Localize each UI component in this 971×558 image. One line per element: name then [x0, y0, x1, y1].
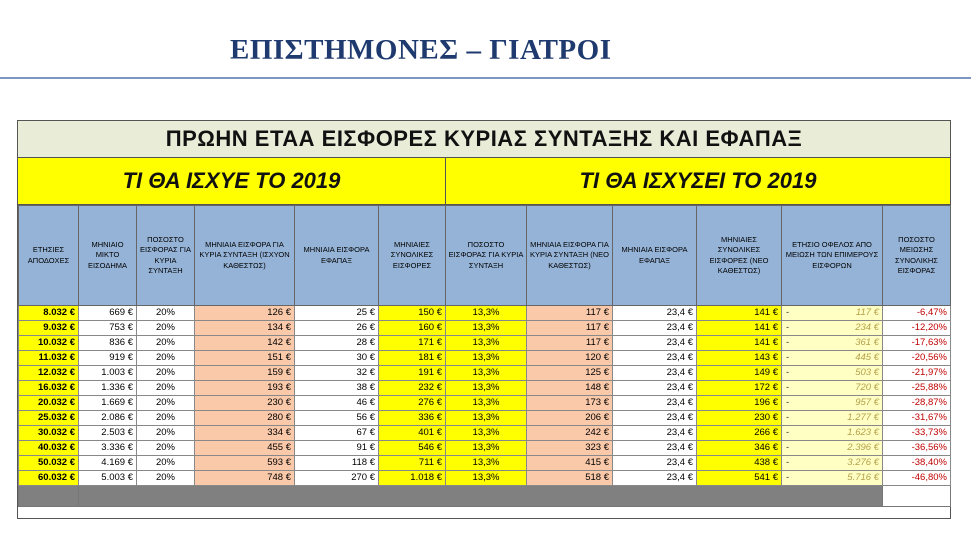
- table-footer-row: [19, 486, 951, 507]
- section-old-regime: ΤΙ ΘΑ ΙΣΧΥΕ ΤΟ 2019: [18, 158, 446, 204]
- old-main-contribution-cell: 748 €: [195, 471, 295, 486]
- annual-benefit-cell: [782, 381, 883, 396]
- old-lump-sum-cell: 28 €: [295, 336, 379, 351]
- old-total-cell: 150 €: [379, 306, 446, 321]
- table-row: [19, 426, 951, 441]
- benefit-dash: -: [786, 397, 790, 408]
- benefit-dash: -: [786, 337, 790, 348]
- benefit-value: 3.276 €: [847, 457, 879, 468]
- old-rate-cell: 20%: [137, 396, 195, 411]
- table-row: [19, 471, 951, 486]
- new-main-contribution-cell: 117 €: [527, 306, 613, 321]
- header-annual-benefit: ΕΤΗΣΙΟ ΟΦΕΛΟΣ ΑΠΟ ΜΕΙΩΣΗ ΤΩΝ ΕΠΙΜΕΡΟΥΣ ΕΙΣΦΟΡΩΝ: [782, 206, 883, 306]
- table-row: [19, 366, 951, 381]
- benefit-value: 445 €: [855, 352, 879, 363]
- new-rate-cell: 13,3%: [446, 426, 527, 441]
- old-lump-sum-cell: 118 €: [295, 456, 379, 471]
- table-row: [19, 336, 951, 351]
- annual-benefit-cell: [782, 306, 883, 321]
- new-main-contribution-cell: 323 €: [527, 441, 613, 456]
- new-lump-sum-cell: 23,4 €: [613, 321, 697, 336]
- new-rate-cell: 13,3%: [446, 381, 527, 396]
- old-main-contribution-cell: 151 €: [195, 351, 295, 366]
- new-lump-sum-cell: 23,4 €: [613, 366, 697, 381]
- benefit-value: 503 €: [855, 367, 879, 378]
- new-total-cell: 172 €: [697, 381, 782, 396]
- old-total-cell: 546 €: [379, 441, 446, 456]
- old-rate-cell: 20%: [137, 411, 195, 426]
- benefit-dash: -: [786, 307, 790, 318]
- title-divider: [0, 77, 971, 79]
- old-main-contribution-cell: 334 €: [195, 426, 295, 441]
- header-monthly-gross: ΜΗΝΙΑΙΟ ΜΙΚΤΟ ΕΙΣΟΔΗΜΑ: [79, 206, 137, 306]
- new-lump-sum-cell: 23,4 €: [613, 441, 697, 456]
- new-rate-cell: 13,3%: [446, 456, 527, 471]
- table-banner: ΠΡΩΗΝ ΕΤΑΑ ΕΙΣΦΟΡΕΣ ΚΥΡΙΑΣ ΣΥΝΤΑΞΗΣ ΚΑΙ ΕΦΑΠΑΞ: [18, 121, 950, 158]
- old-total-cell: 711 €: [379, 456, 446, 471]
- new-rate-cell: 13,3%: [446, 471, 527, 486]
- new-total-cell: 346 €: [697, 441, 782, 456]
- old-main-contribution-cell: 134 €: [195, 321, 295, 336]
- old-total-cell: 181 €: [379, 351, 446, 366]
- header-old-main-contribution: ΜΗΝΙΑΙΑ ΕΙΣΦΟΡΑ ΓΙΑ ΚΥΡΙΑ ΣΥΝΤΑΞΗ (ΙΣΧΥΟΝ ΚΑΘΕΣΤΩΣ): [195, 206, 295, 306]
- annual-income-cell: 30.032 €: [19, 426, 79, 441]
- old-lump-sum-cell: 32 €: [295, 366, 379, 381]
- monthly-gross-cell: 5.003 €: [79, 471, 137, 486]
- monthly-gross-cell: 3.336 €: [79, 441, 137, 456]
- benefit-dash: -: [786, 442, 790, 453]
- annual-income-cell: 16.032 €: [19, 381, 79, 396]
- old-rate-cell: 20%: [137, 336, 195, 351]
- old-lump-sum-cell: 30 €: [295, 351, 379, 366]
- header-old-total: ΜΗΝΙΑΙΕΣ ΣΥΝΟΛΙΚΕΣ ΕΙΣΦΟΡΕΣ: [379, 206, 446, 306]
- reduction-percent-cell: -21,97%: [883, 366, 951, 381]
- new-main-contribution-cell: 117 €: [527, 336, 613, 351]
- benefit-value: 1.623 €: [847, 427, 879, 438]
- monthly-gross-cell: 1.003 €: [79, 366, 137, 381]
- benefit-dash: -: [786, 472, 790, 483]
- page-title: ΕΠΙΣΤΗΜΟΝΕΣ – ΓΙΑΤΡΟΙ: [230, 34, 612, 66]
- contribution-table: [18, 205, 951, 507]
- benefit-value: 957 €: [855, 397, 879, 408]
- table-row: [19, 441, 951, 456]
- column-header-row: [19, 206, 951, 306]
- new-rate-cell: 13,3%: [446, 366, 527, 381]
- old-total-cell: 160 €: [379, 321, 446, 336]
- reduction-percent-cell: -25,88%: [883, 381, 951, 396]
- new-lump-sum-cell: 23,4 €: [613, 426, 697, 441]
- benefit-dash: -: [786, 427, 790, 438]
- new-main-contribution-cell: 173 €: [527, 396, 613, 411]
- old-main-contribution-cell: 280 €: [195, 411, 295, 426]
- new-main-contribution-cell: 125 €: [527, 366, 613, 381]
- table-row: [19, 306, 951, 321]
- table-row: [19, 351, 951, 366]
- new-main-contribution-cell: 148 €: [527, 381, 613, 396]
- new-total-cell: 149 €: [697, 366, 782, 381]
- benefit-value: 117 €: [855, 307, 879, 318]
- new-lump-sum-cell: 23,4 €: [613, 396, 697, 411]
- old-rate-cell: 20%: [137, 381, 195, 396]
- old-rate-cell: 20%: [137, 321, 195, 336]
- new-lump-sum-cell: 23,4 €: [613, 471, 697, 486]
- new-rate-cell: 13,3%: [446, 306, 527, 321]
- annual-income-cell: 50.032 €: [19, 456, 79, 471]
- benefit-dash: -: [786, 457, 790, 468]
- new-rate-cell: 13,3%: [446, 396, 527, 411]
- monthly-gross-cell: 836 €: [79, 336, 137, 351]
- annual-benefit-cell: [782, 441, 883, 456]
- benefit-dash: -: [786, 382, 790, 393]
- annual-income-cell: 11.032 €: [19, 351, 79, 366]
- reduction-percent-cell: -33,73%: [883, 426, 951, 441]
- new-lump-sum-cell: 23,4 €: [613, 456, 697, 471]
- benefit-value: 2.396 €: [847, 442, 879, 453]
- old-lump-sum-cell: 67 €: [295, 426, 379, 441]
- new-lump-sum-cell: 23,4 €: [613, 381, 697, 396]
- old-total-cell: 171 €: [379, 336, 446, 351]
- old-lump-sum-cell: 56 €: [295, 411, 379, 426]
- old-lump-sum-cell: 270 €: [295, 471, 379, 486]
- footer-cell: [19, 486, 79, 507]
- reduction-percent-cell: -6,47%: [883, 306, 951, 321]
- old-rate-cell: 20%: [137, 306, 195, 321]
- old-main-contribution-cell: 455 €: [195, 441, 295, 456]
- benefit-value: 1.277 €: [847, 412, 879, 423]
- new-total-cell: 438 €: [697, 456, 782, 471]
- new-main-contribution-cell: 117 €: [527, 321, 613, 336]
- annual-income-cell: 25.032 €: [19, 411, 79, 426]
- benefit-value: 5.716 €: [847, 472, 879, 483]
- header-new-rate: ΠΟΣΟΣΤΟ ΕΙΣΦΟΡΑΣ ΓΙΑ ΚΥΡΙΑ ΣΥΝΤΑΞΗ: [446, 206, 527, 306]
- annual-income-cell: 8.032 €: [19, 306, 79, 321]
- new-total-cell: 141 €: [697, 336, 782, 351]
- monthly-gross-cell: 1.669 €: [79, 396, 137, 411]
- footer-cell: [883, 486, 951, 507]
- benefit-dash: -: [786, 322, 790, 333]
- old-rate-cell: 20%: [137, 351, 195, 366]
- monthly-gross-cell: 2.086 €: [79, 411, 137, 426]
- new-rate-cell: 13,3%: [446, 351, 527, 366]
- footer-cell: [79, 486, 883, 507]
- new-main-contribution-cell: 415 €: [527, 456, 613, 471]
- benefit-dash: -: [786, 367, 790, 378]
- reduction-percent-cell: -12,20%: [883, 321, 951, 336]
- new-rate-cell: 13,3%: [446, 411, 527, 426]
- annual-income-cell: 9.032 €: [19, 321, 79, 336]
- annual-income-cell: 12.032 €: [19, 366, 79, 381]
- old-main-contribution-cell: 593 €: [195, 456, 295, 471]
- benefit-value: 720 €: [855, 382, 879, 393]
- new-total-cell: 230 €: [697, 411, 782, 426]
- new-main-contribution-cell: 206 €: [527, 411, 613, 426]
- annual-benefit-cell: [782, 411, 883, 426]
- new-main-contribution-cell: 518 €: [527, 471, 613, 486]
- table-row: [19, 321, 951, 336]
- new-total-cell: 266 €: [697, 426, 782, 441]
- old-main-contribution-cell: 193 €: [195, 381, 295, 396]
- header-annual-income: ΕΤΗΣΙΕΣ ΑΠΟΔΟΧΕΣ: [19, 206, 79, 306]
- annual-benefit-cell: [782, 351, 883, 366]
- annual-benefit-cell: [782, 396, 883, 411]
- old-total-cell: 336 €: [379, 411, 446, 426]
- header-new-lump-sum: ΜΗΝΙΑΙΑ ΕΙΣΦΟΡΑ ΕΦΑΠΑΞ: [613, 206, 697, 306]
- benefit-value: 234 €: [855, 322, 879, 333]
- old-total-cell: 191 €: [379, 366, 446, 381]
- new-total-cell: 141 €: [697, 321, 782, 336]
- annual-benefit-cell: [782, 336, 883, 351]
- old-total-cell: 276 €: [379, 396, 446, 411]
- new-total-cell: 196 €: [697, 396, 782, 411]
- monthly-gross-cell: 2.503 €: [79, 426, 137, 441]
- monthly-gross-cell: 1.336 €: [79, 381, 137, 396]
- new-main-contribution-cell: 242 €: [527, 426, 613, 441]
- old-rate-cell: 20%: [137, 456, 195, 471]
- new-lump-sum-cell: 23,4 €: [613, 336, 697, 351]
- old-rate-cell: 20%: [137, 471, 195, 486]
- old-total-cell: 401 €: [379, 426, 446, 441]
- monthly-gross-cell: 753 €: [79, 321, 137, 336]
- new-total-cell: 141 €: [697, 306, 782, 321]
- table-row: [19, 381, 951, 396]
- reduction-percent-cell: -31,67%: [883, 411, 951, 426]
- annual-income-cell: 10.032 €: [19, 336, 79, 351]
- section-new-regime: ΤΙ ΘΑ ΙΣΧΥΣΕΙ ΤΟ 2019: [446, 158, 950, 204]
- benefit-dash: -: [786, 352, 790, 363]
- table-row: [19, 411, 951, 426]
- annual-income-cell: 60.032 €: [19, 471, 79, 486]
- reduction-percent-cell: -20,56%: [883, 351, 951, 366]
- table-body: [19, 306, 951, 486]
- reduction-percent-cell: -28,87%: [883, 396, 951, 411]
- header-reduction-percent: ΠΟΣΟΣΤΟ ΜΕΙΩΣΗΣ ΣΥΝΟΛΙΚΗΣ ΕΙΣΦΟΡΑΣ: [883, 206, 951, 306]
- old-main-contribution-cell: 142 €: [195, 336, 295, 351]
- old-lump-sum-cell: 91 €: [295, 441, 379, 456]
- table-row: [19, 456, 951, 471]
- new-rate-cell: 13,3%: [446, 441, 527, 456]
- monthly-gross-cell: 4.169 €: [79, 456, 137, 471]
- annual-benefit-cell: [782, 456, 883, 471]
- old-main-contribution-cell: 159 €: [195, 366, 295, 381]
- benefit-dash: -: [786, 412, 790, 423]
- old-lump-sum-cell: 38 €: [295, 381, 379, 396]
- header-old-rate: ΠΟΣΟΣΤΟ ΕΙΣΦΟΡΑΣ ΓΙΑ ΚΥΡΙΑ ΣΥΝΤΑΞΗ: [137, 206, 195, 306]
- contribution-table-sheet: [17, 120, 951, 519]
- annual-benefit-cell: [782, 366, 883, 381]
- old-rate-cell: 20%: [137, 366, 195, 381]
- section-header-row: [18, 158, 950, 205]
- reduction-percent-cell: -46,80%: [883, 471, 951, 486]
- annual-benefit-cell: [782, 426, 883, 441]
- header-new-main-contribution: ΜΗΝΙΑΙΑ ΕΙΣΦΟΡΑ ΓΙΑ ΚΥΡΙΑ ΣΥΝΤΑΞΗ (ΝΕΟ ΚΑΘΕΣΤΩΣ): [527, 206, 613, 306]
- new-lump-sum-cell: 23,4 €: [613, 351, 697, 366]
- annual-income-cell: 40.032 €: [19, 441, 79, 456]
- new-rate-cell: 13,3%: [446, 336, 527, 351]
- new-rate-cell: 13,3%: [446, 321, 527, 336]
- benefit-value: 361 €: [855, 337, 879, 348]
- header-new-total: ΜΗΝΙΑΙΕΣ ΣΥΝΟΛΙΚΕΣ ΕΙΣΦΟΡΕΣ (ΝΕΟ ΚΑΘΕΣΤΩΣ): [697, 206, 782, 306]
- table-row: [19, 396, 951, 411]
- reduction-percent-cell: -38,40%: [883, 456, 951, 471]
- reduction-percent-cell: -17,63%: [883, 336, 951, 351]
- new-main-contribution-cell: 120 €: [527, 351, 613, 366]
- annual-income-cell: 20.032 €: [19, 396, 79, 411]
- old-lump-sum-cell: 25 €: [295, 306, 379, 321]
- old-total-cell: 232 €: [379, 381, 446, 396]
- old-lump-sum-cell: 46 €: [295, 396, 379, 411]
- old-rate-cell: 20%: [137, 441, 195, 456]
- monthly-gross-cell: 669 €: [79, 306, 137, 321]
- monthly-gross-cell: 919 €: [79, 351, 137, 366]
- new-lump-sum-cell: 23,4 €: [613, 411, 697, 426]
- annual-benefit-cell: [782, 321, 883, 336]
- old-total-cell: 1.018 €: [379, 471, 446, 486]
- new-total-cell: 143 €: [697, 351, 782, 366]
- old-rate-cell: 20%: [137, 426, 195, 441]
- new-lump-sum-cell: 23,4 €: [613, 306, 697, 321]
- new-total-cell: 541 €: [697, 471, 782, 486]
- old-main-contribution-cell: 230 €: [195, 396, 295, 411]
- old-lump-sum-cell: 26 €: [295, 321, 379, 336]
- annual-benefit-cell: [782, 471, 883, 486]
- header-old-lump-sum: ΜΗΝΙΑΙΑ ΕΙΣΦΟΡΑ ΕΦΑΠΑΞ: [295, 206, 379, 306]
- reduction-percent-cell: -36,56%: [883, 441, 951, 456]
- old-main-contribution-cell: 126 €: [195, 306, 295, 321]
